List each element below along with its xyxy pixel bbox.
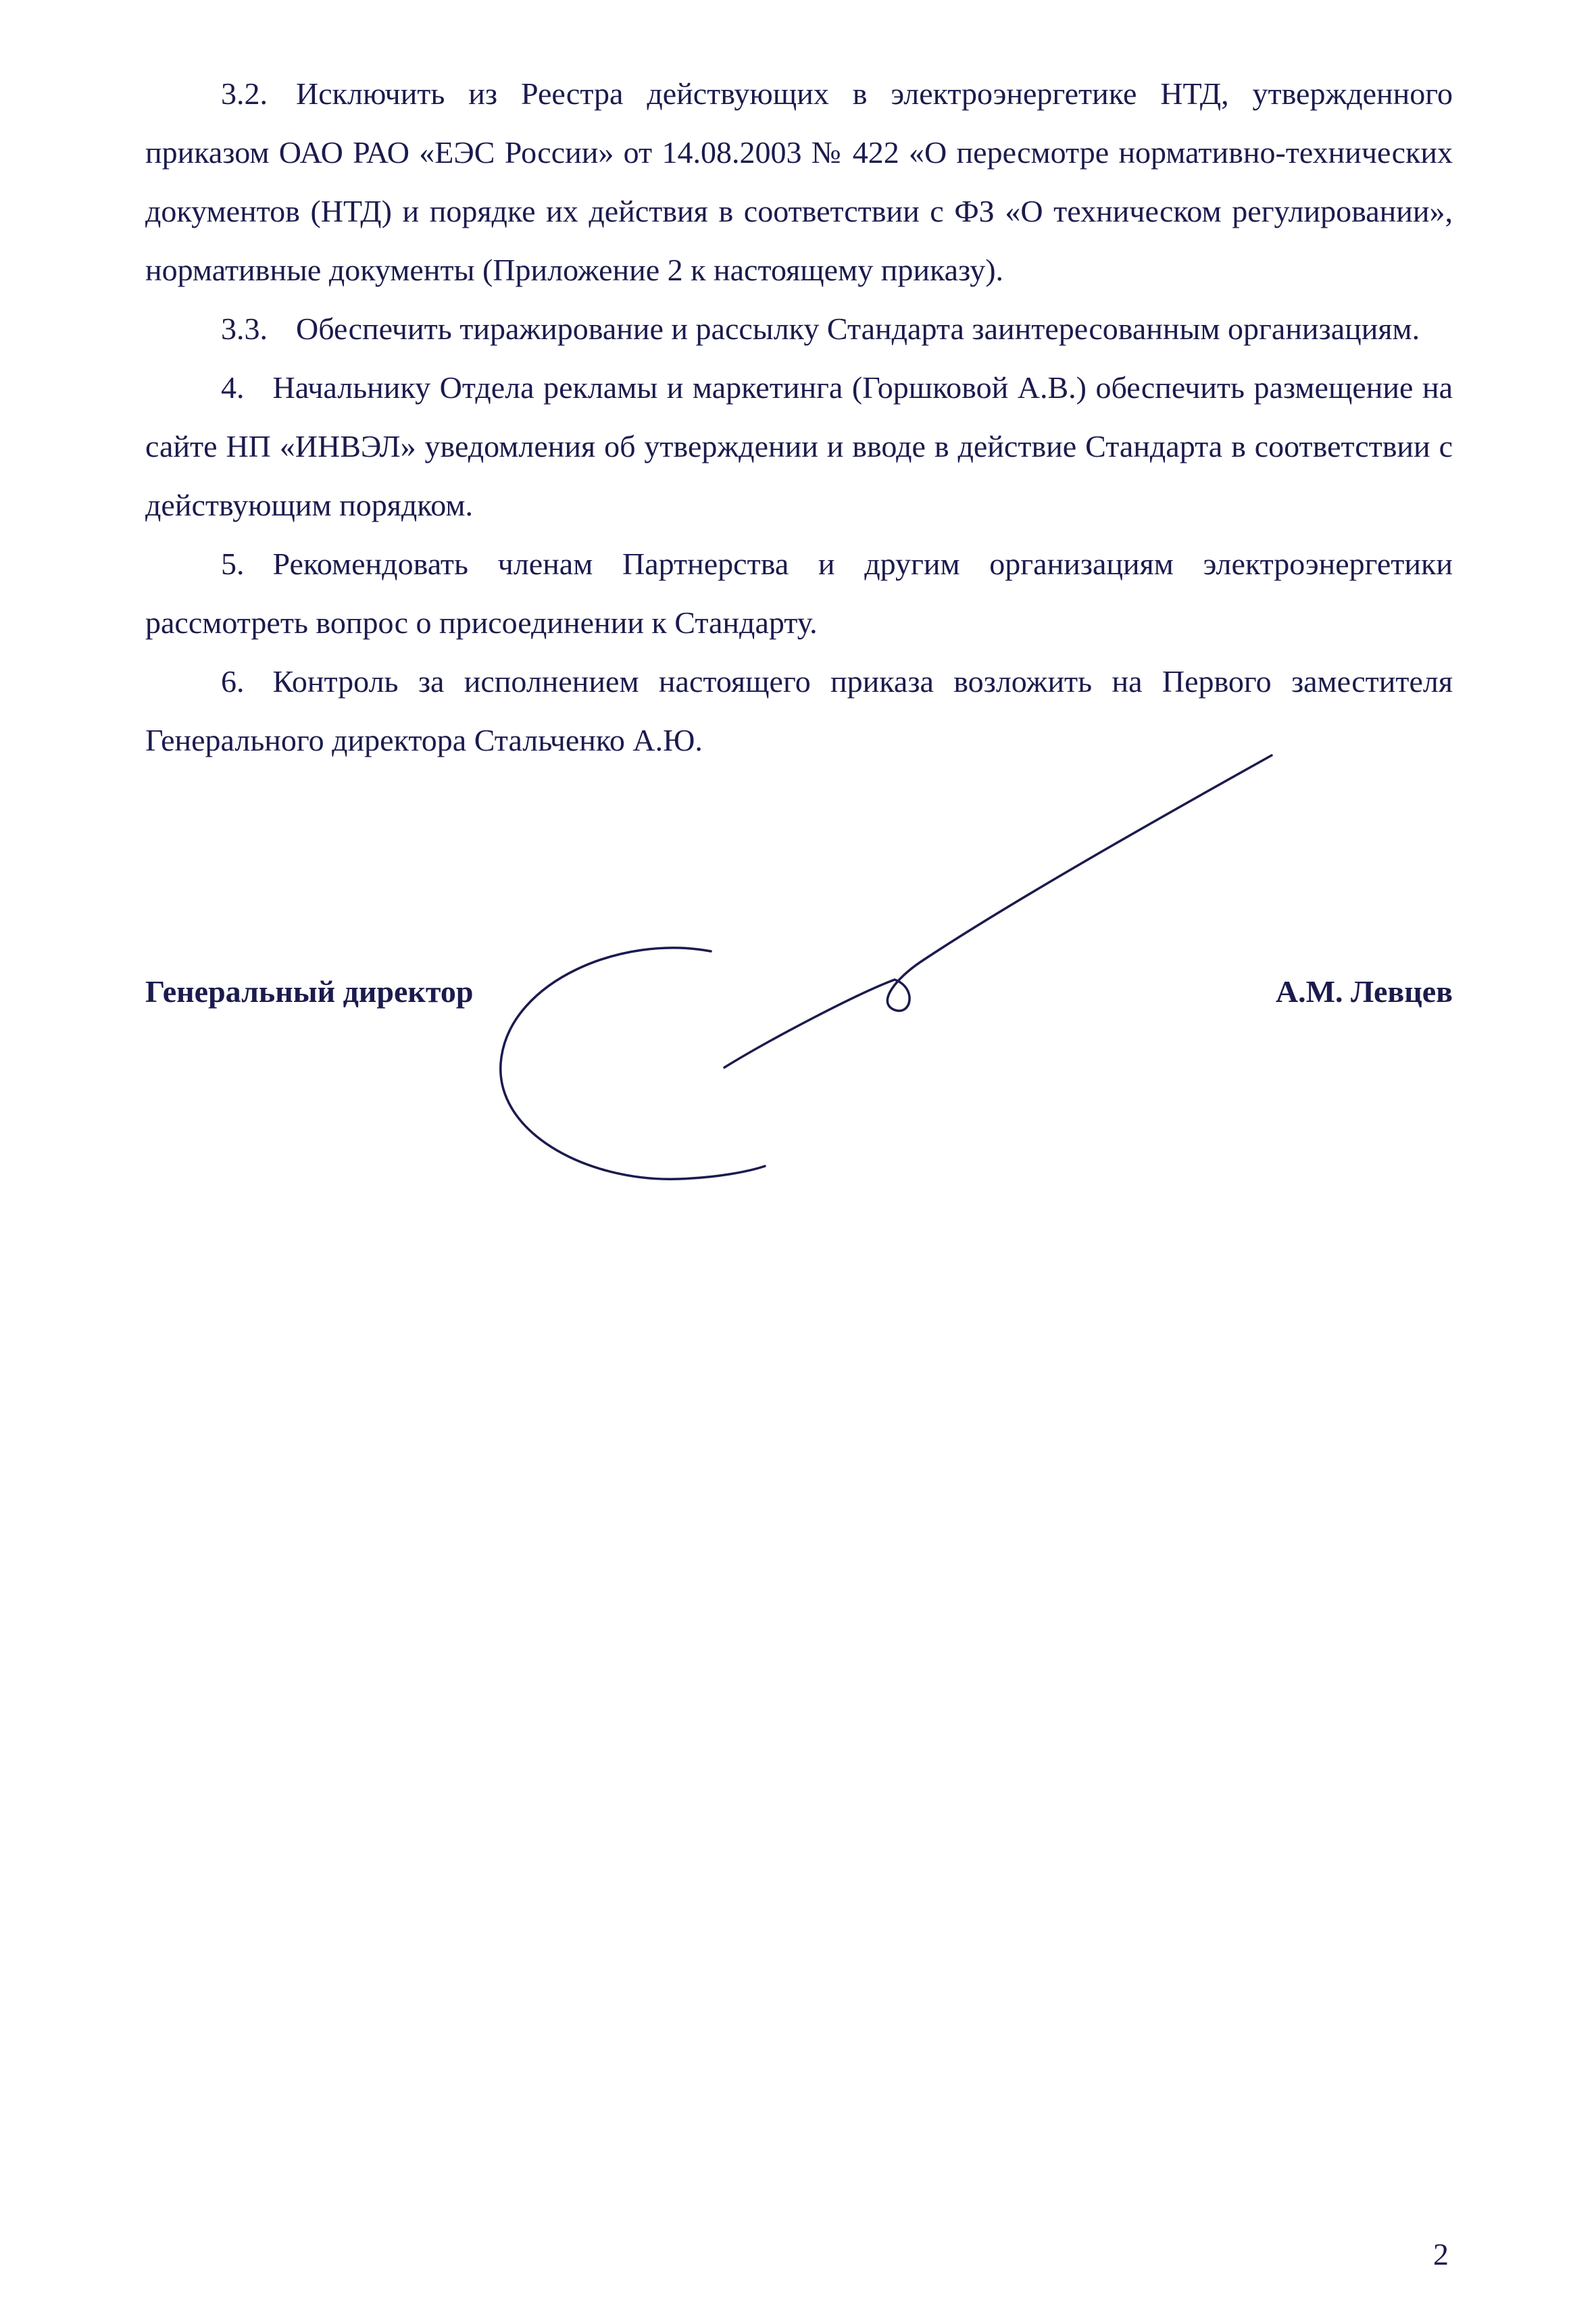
document-body xyxy=(145,64,1453,770)
paragraph-number: 4. xyxy=(221,370,245,405)
paragraph-3-3 xyxy=(145,299,1453,358)
paragraph-number: 3.2. xyxy=(221,76,268,111)
page-number: 2 xyxy=(1433,2237,1449,2271)
paragraph-5 xyxy=(145,534,1453,652)
paragraph-text: Обеспечить тиражирование и рассылку Стандарта заинтересованным организациям. xyxy=(296,311,1420,346)
signer-name: А.М. Левцев xyxy=(1275,974,1453,1009)
paragraph-text: Рекомендовать членам Партнерства и другим организациям электроэнергетики рассмотреть вопрос о присоединении к Стандарту. xyxy=(145,547,1453,640)
paragraph-3-2 xyxy=(145,64,1453,299)
paragraph-text: Контроль за исполнением настоящего приказа возложить на Первого заместителя Генерального директора Стальченко А.Ю. xyxy=(145,664,1453,757)
paragraph-text: Начальнику Отдела рекламы и маркетинга (Горшковой А.В.) обеспечить размещение на сайте НП «ИНВЭЛ» уведомления об утверждении и вводе в действие Стандарта в соответствии с действующим порядком. xyxy=(145,370,1453,522)
signer-title: Генеральный директор xyxy=(145,974,474,1009)
paragraph-4 xyxy=(145,358,1453,534)
paragraph-number: 5. xyxy=(221,547,245,581)
paragraph-number: 3.3. xyxy=(221,311,268,346)
paragraph-text: Исключить из Реестра действующих в электроэнергетике НТД, утвержденного приказом ОАО РАО «ЕЭС России» от 14.08.2003 № 422 «О пересмотре нормативно-технических документов (НТД) и порядке их действия в соответствии с ФЗ «О техническом регулировании», нормативные документы (Приложение 2 к настоящему приказу). xyxy=(145,76,1453,287)
signature-block xyxy=(145,962,1453,1021)
paragraph-6 xyxy=(145,652,1453,770)
paragraph-number: 6. xyxy=(221,664,245,699)
